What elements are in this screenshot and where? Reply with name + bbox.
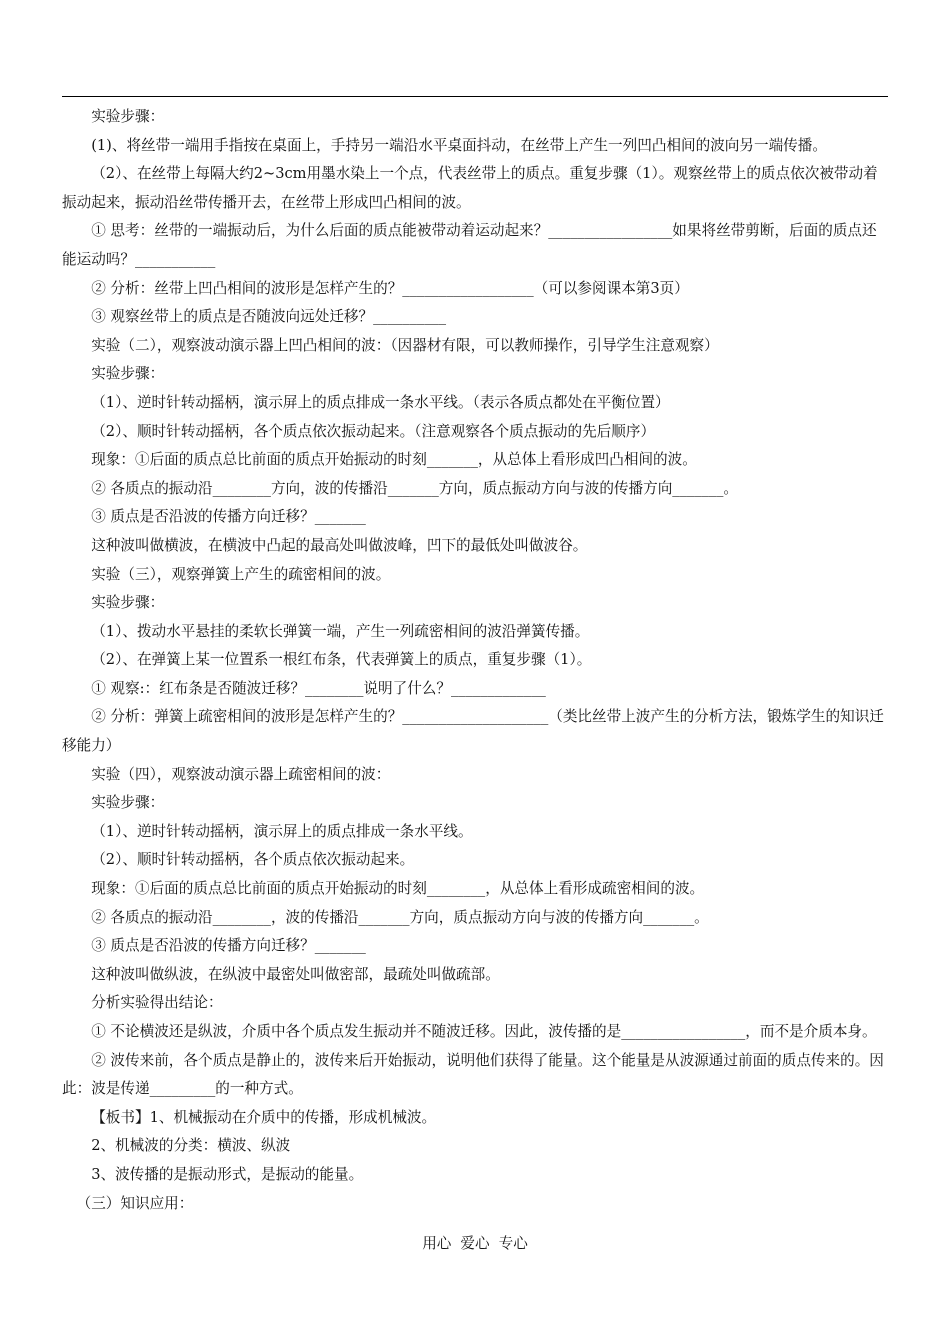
text-line: 现象：①后面的质点总比前面的质点开始振动的时刻________，从总体上看形成疏密相间的波。 bbox=[91, 880, 705, 898]
section-heading: （三）知识应用： bbox=[76, 1194, 194, 1212]
text-line: ③ 质点是否沿波的传播方向迁移？_______ bbox=[91, 508, 366, 526]
text-line: （2）、顺时针转动摇柄，各个质点依次振动起来。 bbox=[91, 851, 415, 869]
text-line: ② 分析：弹簧上疏密相间的波形是怎样产生的？____________________（类比丝带上波产生的分析方法，锻炼学生的知识迁移能力） bbox=[62, 708, 884, 755]
text-line: ② 分析：丝带上凹凸相间的波形是怎样产生的？__________________（可以参阅课本第3页） bbox=[91, 279, 689, 297]
text-line: 分析实验得出结论： bbox=[91, 994, 223, 1012]
text-line: 实验步骤： bbox=[91, 794, 165, 812]
text-line: 这种波叫做横波，在横波中凸起的最高处叫做波峰，凹下的最低处叫做波谷。 bbox=[91, 536, 588, 554]
text-line: （2）、在丝带上每隔大约2~3cm用墨水染上一个点，代表丝带上的质点。重复步骤（1）。观察丝带上的质点依次被带动着振动起来，振动沿丝带传播开去，在丝带上形成凹凸相间的波。 bbox=[62, 165, 878, 211]
text-line: ② 各质点的振动沿________方向，波的传播沿_______方向，质点振动方向与波的传播方向_______。 bbox=[91, 479, 738, 497]
text-line: 实验（二），观察波动演示器上凹凸相间的波：（因器材有限，可以教师操作，引导学生注意观察） bbox=[91, 336, 719, 354]
text-line: 现象：①后面的质点总比前面的质点开始振动的时刻_______，从总体上看形成凹凸相间的波。 bbox=[91, 451, 697, 469]
board-note: 2、机械波的分类：横波、纵波 bbox=[91, 1137, 291, 1155]
text-line: ② 各质点的振动沿________，波的传播沿_______方向，质点振动方向与波的传播方向_______。 bbox=[91, 908, 709, 926]
text-line: ① 观察:：红布条是否随波迁移？________说明了什么？_____________ bbox=[91, 679, 546, 697]
text-line: （1）、逆时针转动摇柄，演示屏上的质点排成一条水平线。（表示各质点都处在平衡位置） bbox=[91, 393, 670, 411]
text-line: 实验步骤： bbox=[91, 108, 165, 125]
text-line: ② 波传来前，各个质点是静止的，波传来后开始振动，说明他们获得了能量。这个能量是从波源通过前面的质点传来的。因此：波是传递_________的一种方式。 bbox=[62, 1051, 884, 1098]
text-line: （1）、逆时针转动摇柄，演示屏上的质点排成一条水平线。 bbox=[91, 822, 473, 840]
text-line: (1)、将丝带一端用手指按在桌面上，手持另一端沿水平桌面抖动，在丝带上产生一列凹凸相间的波向另一端传播。 bbox=[91, 136, 827, 154]
page-footer: 用心 爱心 专心 bbox=[422, 1235, 528, 1252]
text-line: 实验（四），观察波动演示器上疏密相间的波： bbox=[91, 765, 391, 783]
text-line: ③ 观察丝带上的质点是否随波向远处迁移？__________ bbox=[91, 308, 447, 326]
text-line: （2）、在弹簧上某一位置系一根红布条，代表弹簧上的质点，重复步骤（1）。 bbox=[91, 651, 592, 669]
text-line: ③ 质点是否沿波的传播方向迁移？_______ bbox=[91, 937, 366, 955]
text-line: 实验步骤： bbox=[91, 594, 165, 612]
text-line: ① 思考：丝带的一端振动后，为什么后面的质点能被带动着运动起来？_________________如果将丝带剪断，后面的质点还能运动吗？___________ bbox=[62, 222, 877, 268]
text-line: 这种波叫做纵波，在纵波中最密处叫做密部，最疏处叫做疏部。 bbox=[91, 965, 500, 983]
text-line: 实验（三），观察弹簧上产生的疏密相间的波。 bbox=[91, 565, 391, 583]
text-line: （1）、拨动水平悬挂的柔软长弹簧一端，产生一列疏密相间的波沿弹簧传播。 bbox=[91, 622, 590, 640]
document-body bbox=[62, 103, 888, 1218]
text-line: ① 不论横波还是纵波，介质中各个质点发生振动并不随波迁移。因此，波传播的是_________________，而不是介质本身。 bbox=[91, 1023, 877, 1040]
board-note: 3、波传播的是振动形式，是振动的能量。 bbox=[91, 1165, 364, 1183]
text-line: 实验步骤： bbox=[91, 365, 165, 383]
text-line: （2）、顺时针转动摇柄，各个质点依次振动起来。（注意观察各个质点振动的先后顺序） bbox=[91, 422, 656, 440]
board-note: 【板书】1、机械振动在介质中的传播，形成机械波。 bbox=[91, 1108, 437, 1126]
header-rule bbox=[62, 96, 888, 97]
